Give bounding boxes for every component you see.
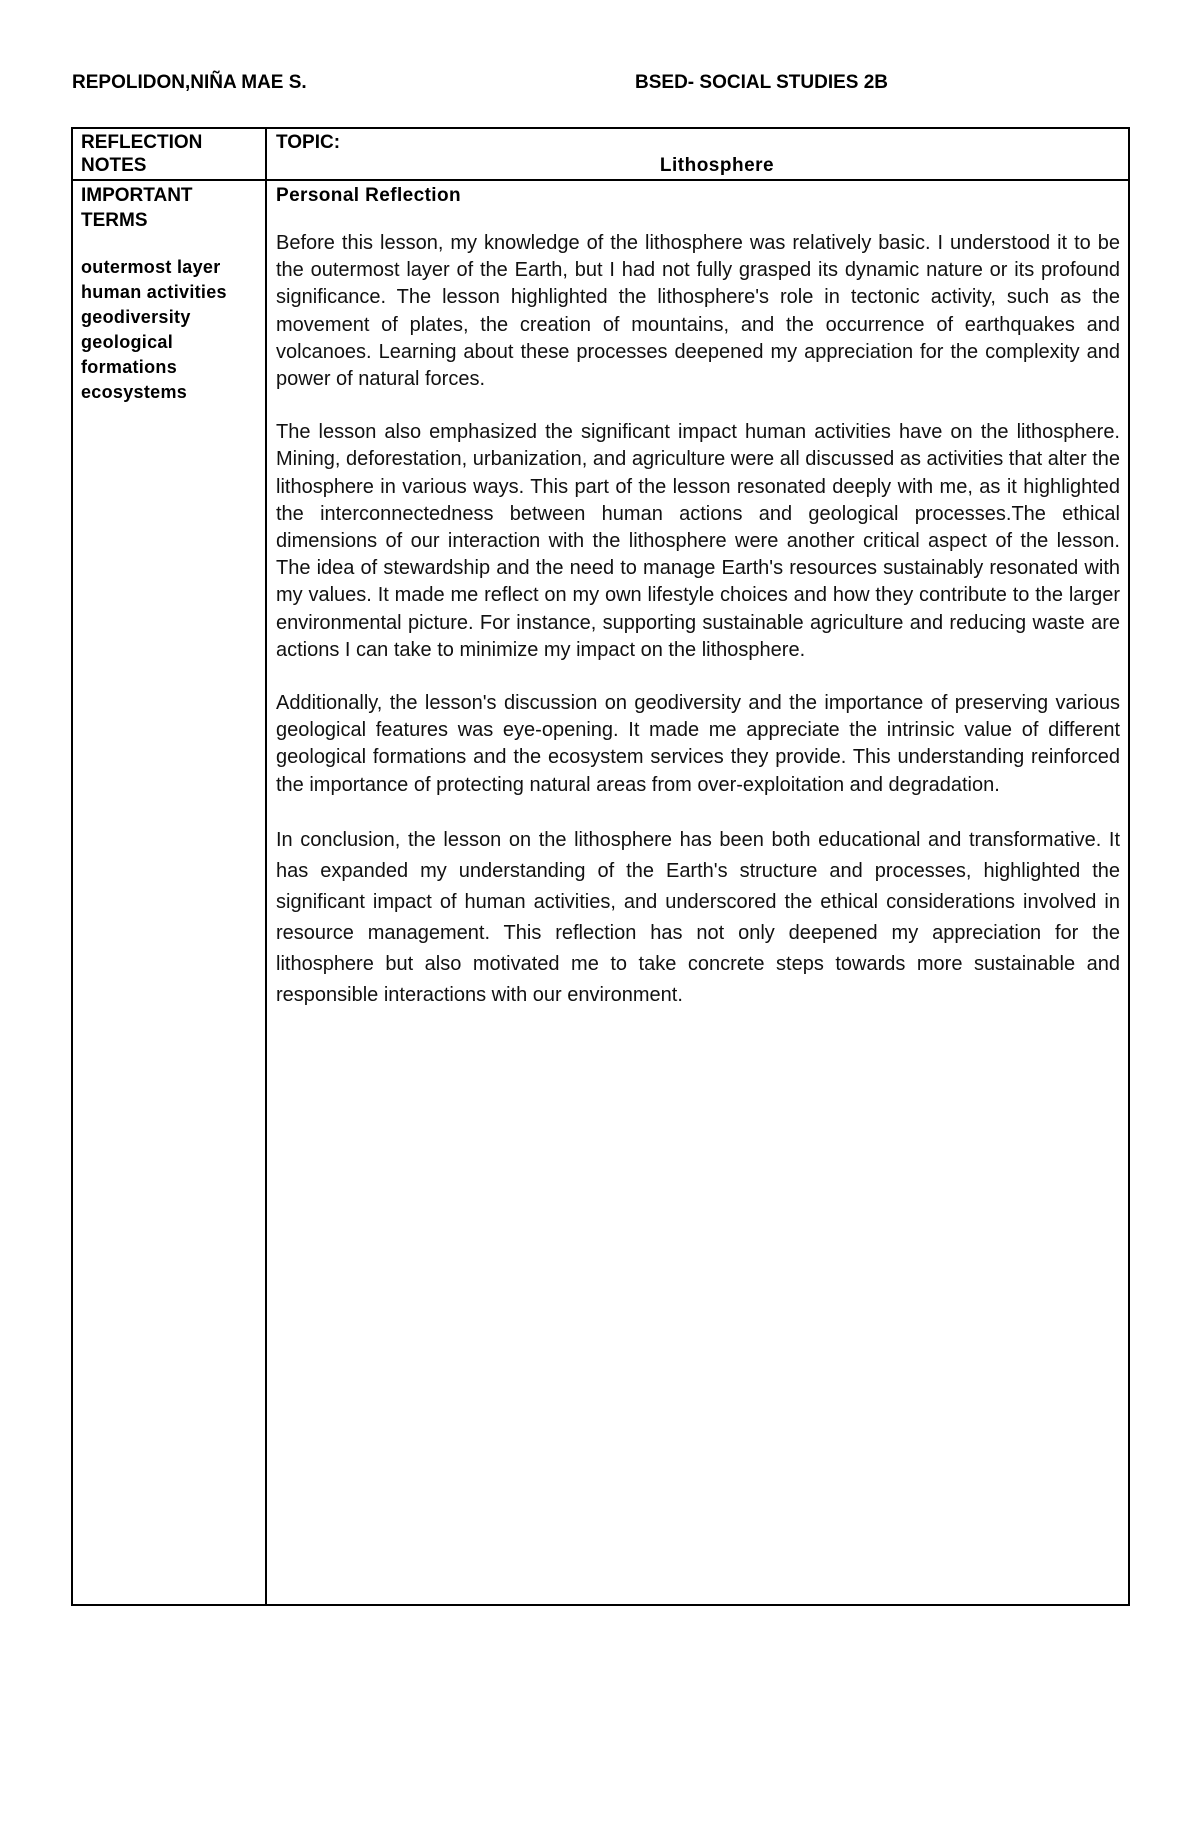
topic-value: Lithosphere — [659, 155, 775, 176]
reflection-paragraph: Before this lesson, my knowledge of the lithosphere was relatively basic. I understood it to be the outermost layer of the Earth, but I had not fully grasped its dynamic nature or its profound significance. The lesson highlighted the lithosphere's role in tectonic activity, such as the movement of plates, the creation of mountains, and the occurrence of earthquakes and volcanoes. Learning about these processes deepened my appreciation for the complexity and power of natural forces. — [276, 232, 1120, 391]
student-name: REPOLIDON,NIÑA MAE S. — [72, 72, 307, 93]
term-item: outermost layer — [81, 257, 221, 277]
topic-label: TOPIC: — [276, 132, 341, 153]
term-item: geological formations — [81, 332, 178, 377]
important-terms-heading: IMPORTANT TERMS — [81, 185, 193, 231]
personal-reflection-heading: Personal Reflection — [276, 185, 461, 206]
reflection-paragraph: Additionally, the lesson's discussion on geodiversity and the importance of preserving various geological features was eye-opening. It made me appreciate the intrinsic value of different geological formations and the ecosystem services they provide. This understanding reinforced the importance of protecting natural areas from over-exploitation and degradation. — [276, 692, 1120, 796]
document-header — [72, 72, 1132, 98]
personal-reflection-cell — [276, 183, 1120, 1037]
reflection-notes-label: REFLECTION NOTES — [81, 132, 203, 176]
row-divider — [73, 179, 1128, 181]
term-item: geodiversity — [81, 307, 191, 327]
important-terms-cell — [81, 183, 263, 405]
term-item: ecosystems — [81, 382, 188, 402]
terms-list — [81, 255, 263, 405]
column-divider — [265, 129, 267, 1604]
reflection-table — [71, 127, 1130, 1606]
reflection-paragraph: In conclusion, the lesson on the lithosphere has been both educational and transformative. It has expanded my understanding of the Earth's structure and processes, highlighted the significant impact of human activities, and underscored the ethical considerations involved in resource management. This reflection has not only deepened my appreciation for the lithosphere but also motivated me to take concrete steps towards more sustainable and responsible interactions with our environment. — [276, 828, 1120, 1006]
reflection-paragraph: The lesson also emphasized the significant impact human activities have on the lithosphere. Mining, deforestation, urbanization, and agriculture were all discussed as activities that alter the lithosphere in various ways. This part of the lesson resonated deeply with me, as it highlighted the interconnectedness between human actions and geological processes.The ethical dimensions of our interaction with the lithosphere were another critical aspect of the lesson. The idea of stewardship and the need to manage Earth's resources sustainably resonated with my values. It made me reflect on my own lifestyle choices and how they contribute to the larger environmental picture. For instance, supporting sustainable agriculture and reducing waste are actions I can take to minimize my impact on the lithosphere. — [276, 421, 1120, 661]
term-item: human activities — [81, 282, 227, 302]
course-section: BSED- SOCIAL STUDIES 2B — [635, 72, 889, 93]
topic-cell — [276, 131, 1118, 177]
